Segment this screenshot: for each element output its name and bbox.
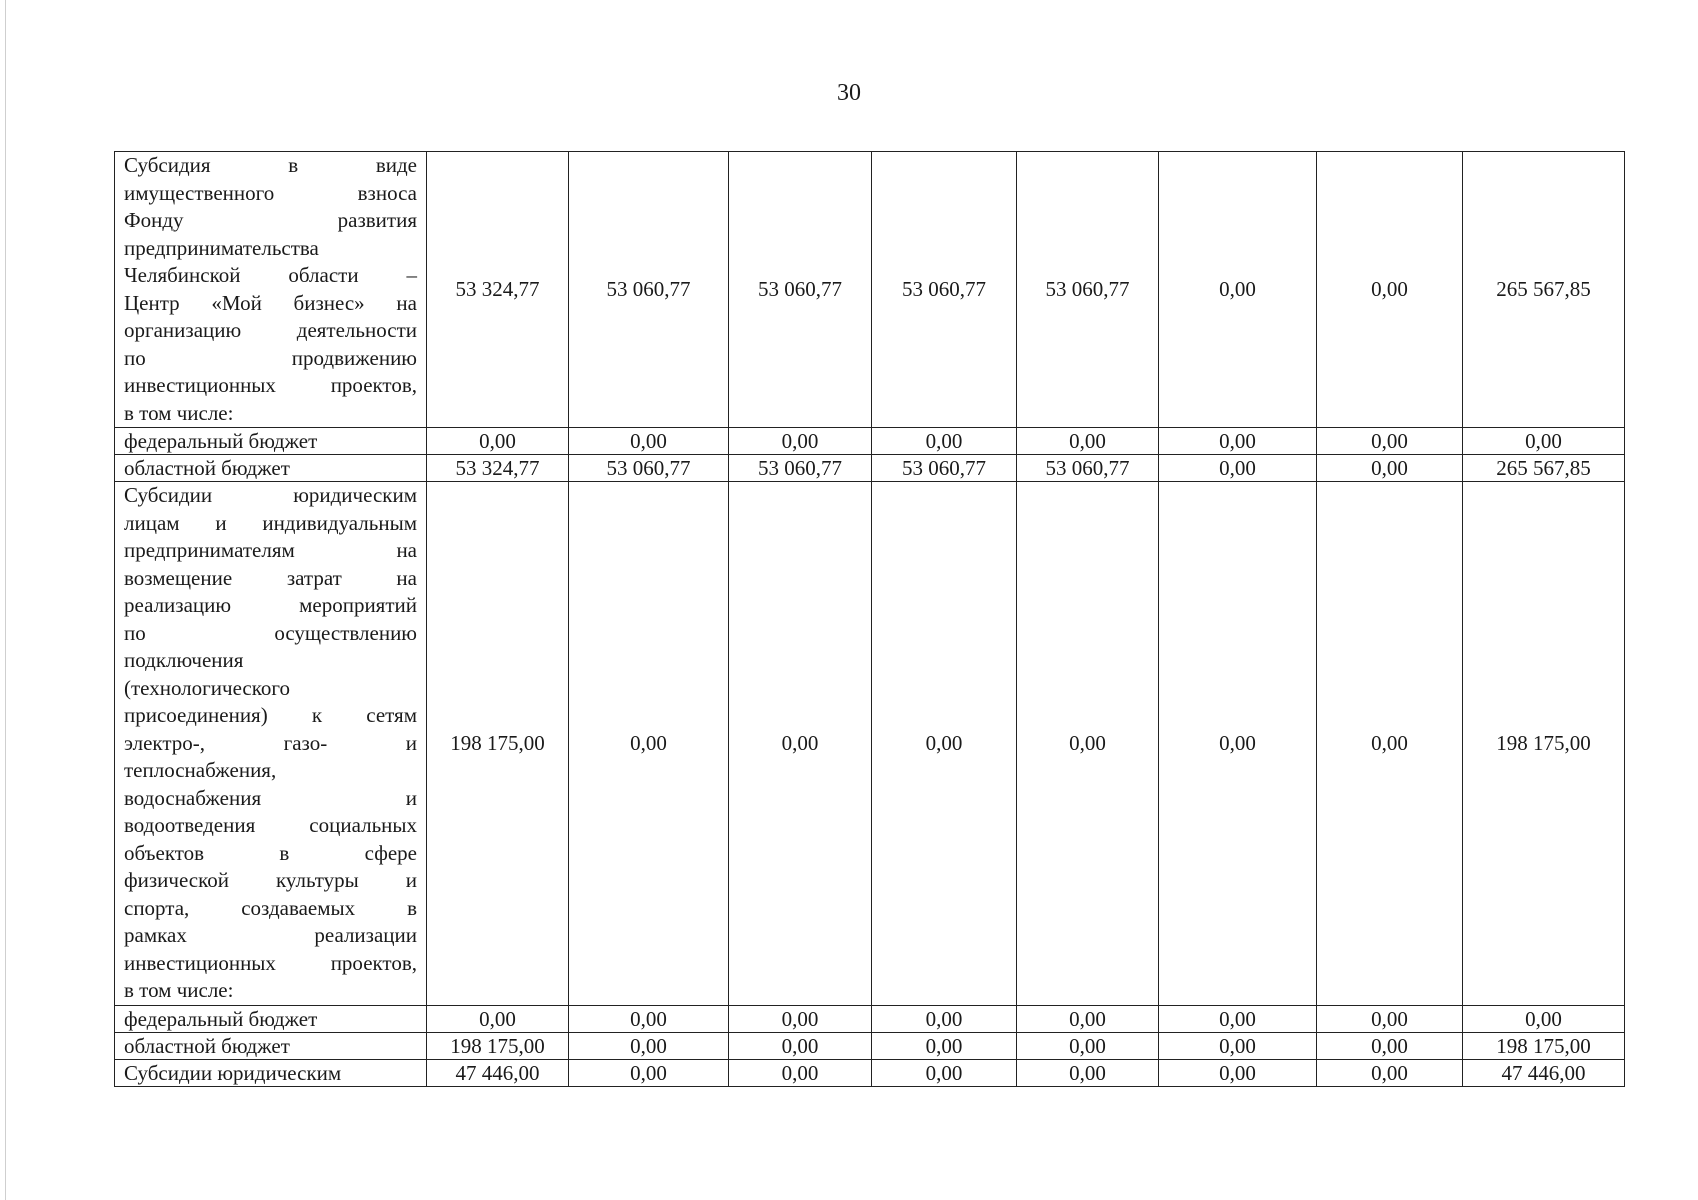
row-label-line: лицам и индивидуальным [124, 510, 417, 535]
value-cell: 0,00 [1317, 428, 1463, 455]
value-cell: 0,00 [1017, 428, 1159, 455]
table-row [115, 152, 1625, 428]
table-row [115, 455, 1625, 482]
value-cell: 0,00 [872, 1005, 1017, 1032]
table-row [115, 482, 1625, 1006]
row-label: областной бюджет [115, 1032, 427, 1059]
value-cell: 0,00 [569, 1032, 729, 1059]
value-cell: 0,00 [569, 482, 729, 1006]
value-cell: 198 175,00 [1463, 1032, 1625, 1059]
row-label-line: подключения [124, 648, 244, 672]
table-row [115, 1005, 1625, 1032]
value-cell: 0,00 [729, 1032, 872, 1059]
row-label-line: предпринимательства [124, 235, 319, 260]
row-label-line: организацию деятельности [124, 318, 417, 342]
scan-edge-line [5, 0, 6, 1200]
row-label-line: Челябинской области – [124, 263, 417, 287]
value-cell: 0,00 [1463, 428, 1625, 455]
value-cell: 0,00 [1017, 1005, 1159, 1032]
value-cell: 265 567,85 [1463, 152, 1625, 428]
row-label: областной бюджет [115, 455, 427, 482]
value-cell: 0,00 [569, 1059, 729, 1086]
value-cell: 0,00 [1159, 482, 1317, 1006]
row-label-line: Субсидии юридическим [124, 483, 417, 507]
value-cell: 53 324,77 [427, 152, 569, 428]
row-label-line: в том числе: [124, 978, 234, 1002]
row-label-line: по осуществлению [124, 620, 417, 645]
row-label-line: возмещение затрат на [124, 565, 417, 590]
value-cell: 53 060,77 [569, 152, 729, 428]
row-label-line: теплоснабжения, [124, 758, 277, 782]
value-cell: 47 446,00 [1463, 1059, 1625, 1086]
row-label-line: электро-, газо- и [124, 730, 417, 755]
row-label-line: по продвижению [124, 345, 417, 370]
row-label [115, 482, 427, 1006]
value-cell: 0,00 [427, 1005, 569, 1032]
row-label-line: реализацию мероприятий [124, 593, 417, 617]
value-cell: 0,00 [872, 428, 1017, 455]
value-cell: 0,00 [1017, 1059, 1159, 1086]
row-label-line: водоснабжения и [124, 785, 417, 810]
value-cell: 53 060,77 [1017, 152, 1159, 428]
value-cell: 53 060,77 [872, 455, 1017, 482]
value-cell: 53 060,77 [1017, 455, 1159, 482]
row-label-line: инвестиционных проектов, [124, 950, 417, 975]
row-label-line: предпринимателям на [124, 538, 417, 562]
row-label-line: в том числе: [124, 400, 234, 425]
row-label-line: (технологического [124, 675, 290, 700]
table-row [115, 1059, 1625, 1086]
value-cell: 0,00 [1017, 482, 1159, 1006]
value-cell: 0,00 [1017, 1032, 1159, 1059]
row-label-line: спорта, создаваемых в [124, 895, 417, 920]
value-cell: 53 324,77 [427, 455, 569, 482]
row-label-line: водоотведения социальных [124, 813, 417, 837]
row-label: федеральный бюджет [115, 1005, 427, 1032]
value-cell: 0,00 [729, 1005, 872, 1032]
row-label-line: объектов в сфере [124, 840, 417, 865]
row-label-line: присоединения) к сетям [124, 703, 417, 727]
value-cell: 0,00 [569, 1005, 729, 1032]
row-label: федеральный бюджет [115, 428, 427, 455]
row-label-line: рамках реализации [124, 923, 417, 947]
table-row [115, 428, 1625, 455]
row-label-line: имущественного взноса [124, 180, 417, 205]
value-cell: 198 175,00 [427, 1032, 569, 1059]
value-cell: 0,00 [1159, 152, 1317, 428]
value-cell: 0,00 [872, 1059, 1017, 1086]
value-cell: 53 060,77 [729, 152, 872, 428]
value-cell: 0,00 [1317, 1059, 1463, 1086]
value-cell: 0,00 [569, 428, 729, 455]
value-cell: 0,00 [1463, 1005, 1625, 1032]
value-cell: 265 567,85 [1463, 455, 1625, 482]
value-cell: 0,00 [729, 482, 872, 1006]
value-cell: 198 175,00 [427, 482, 569, 1006]
row-label: Субсидии юридическим [115, 1059, 427, 1086]
value-cell: 0,00 [427, 428, 569, 455]
row-label-line: Центр «Мой бизнес» на [124, 290, 417, 315]
value-cell: 0,00 [1159, 428, 1317, 455]
value-cell: 47 446,00 [427, 1059, 569, 1086]
value-cell: 0,00 [1317, 455, 1463, 482]
row-label-line: инвестиционных проектов, [124, 373, 417, 397]
value-cell: 53 060,77 [729, 455, 872, 482]
value-cell: 0,00 [872, 1032, 1017, 1059]
value-cell: 0,00 [1317, 1032, 1463, 1059]
value-cell: 0,00 [872, 482, 1017, 1006]
table-row [115, 1032, 1625, 1059]
value-cell: 53 060,77 [569, 455, 729, 482]
row-label-line: Фонду развития [124, 208, 417, 232]
value-cell: 0,00 [1159, 1032, 1317, 1059]
row-label-line: физической культуры и [124, 868, 417, 892]
value-cell: 0,00 [1159, 455, 1317, 482]
value-cell: 0,00 [729, 1059, 872, 1086]
row-label [115, 152, 427, 428]
row-label-line: Субсидия в виде [124, 153, 417, 177]
page-number: 30 [837, 80, 861, 106]
value-cell: 53 060,77 [872, 152, 1017, 428]
value-cell: 0,00 [1317, 152, 1463, 428]
value-cell: 0,00 [1159, 1005, 1317, 1032]
value-cell: 0,00 [1159, 1059, 1317, 1086]
value-cell: 0,00 [1317, 1005, 1463, 1032]
budget-table [114, 151, 1625, 1087]
value-cell: 198 175,00 [1463, 482, 1625, 1006]
value-cell: 0,00 [1317, 482, 1463, 1006]
value-cell: 0,00 [729, 428, 872, 455]
